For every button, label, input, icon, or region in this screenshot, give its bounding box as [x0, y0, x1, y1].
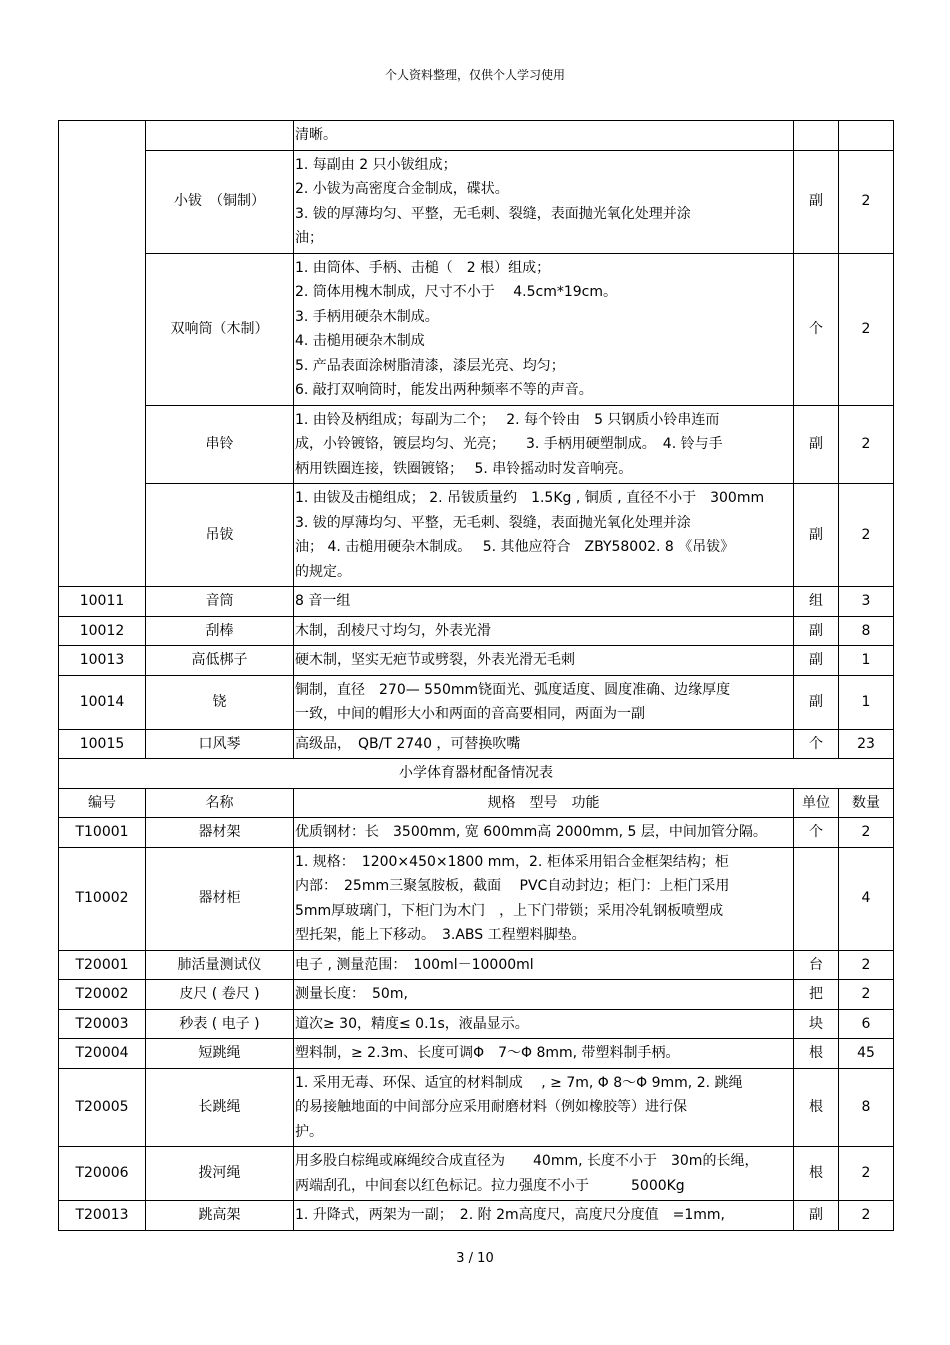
- cell-spec: 硬木制，坚实无疤节或劈裂，外表光滑无毛刺: [294, 646, 794, 676]
- cell-unit: 副: [794, 484, 839, 587]
- cell-spec: 塑料制，≥ 2.3m、长度可调Φ 7～Φ 8mm, 带塑料制手柄。: [294, 1039, 794, 1069]
- cell-name: 器材柜: [146, 847, 294, 950]
- cell-name: 小钹 （铜制）: [146, 150, 294, 253]
- cell-name: 双响筒（木制）: [146, 253, 294, 405]
- cell-qty: [839, 121, 894, 151]
- cell-unit: 个: [794, 818, 839, 848]
- table-row: [59, 646, 894, 676]
- cell-id: 10014: [59, 675, 146, 729]
- cell-spec: 电子 , 测量范围： 100ml－10000ml: [294, 950, 794, 980]
- cell-unit: 根: [794, 1147, 839, 1201]
- table-row: [59, 484, 894, 587]
- cell-unit: 块: [794, 1009, 839, 1039]
- table-row: [59, 950, 894, 980]
- cell-qty: 8: [839, 1068, 894, 1147]
- cell-name: 拨河绳: [146, 1147, 294, 1201]
- pe-equipment-rows: [59, 759, 894, 1231]
- cell-qty: 2: [839, 818, 894, 848]
- table-row: [59, 847, 894, 950]
- cell-name: 口风琴: [146, 729, 294, 759]
- cell-name: 跳高架: [146, 1201, 294, 1231]
- cell-id: T10002: [59, 847, 146, 950]
- table-row: [59, 405, 894, 484]
- cell-id: T20002: [59, 980, 146, 1010]
- cell-qty: 3: [839, 587, 894, 617]
- cell-qty: 23: [839, 729, 894, 759]
- cell-spec: 1. 规格： 1200×450×1800 mm，2. 柜体采用铝合金框架结构；柜 内部： 25mm三聚氢胺板，截面 PVC自动封边；柜门：上柜门采用 5mm厚玻璃门，下柜门为木门 ，上下门带锁；采用冷轧钢板喷塑成 型托架，能上下移动。 3.ABS 工程塑料脚垫。: [294, 847, 794, 950]
- cell-name: [146, 121, 294, 151]
- cell-id: 10012: [59, 616, 146, 646]
- table-row: [59, 1039, 894, 1069]
- cell-spec: 1. 采用无毒、环保、适宜的材料制成 , ≥ 7m, Φ 8～Φ 9mm, 2. 跳绳 的易接触地面的中间部分应采用耐磨材料（例如橡胶等）进行保 护。: [294, 1068, 794, 1147]
- table-row: [59, 818, 894, 848]
- cell-id: T10001: [59, 818, 146, 848]
- cell-name: 短跳绳: [146, 1039, 294, 1069]
- cell-spec: 木制，刮棱尺寸均匀，外表光滑: [294, 616, 794, 646]
- cell-spec: 测量长度： 50m,: [294, 980, 794, 1010]
- cell-name: 器材架: [146, 818, 294, 848]
- cell-unit: 台: [794, 950, 839, 980]
- cell-unit: 组: [794, 587, 839, 617]
- music-equipment-rows: [59, 121, 894, 759]
- col-header-name: 名称: [146, 788, 294, 818]
- cell-id: 10011: [59, 587, 146, 617]
- cell-id: 10013: [59, 646, 146, 676]
- cell-unit: 根: [794, 1068, 839, 1147]
- cell-spec: 8 音一组: [294, 587, 794, 617]
- cell-unit: 把: [794, 980, 839, 1010]
- cell-unit: 副: [794, 405, 839, 484]
- cell-unit: [794, 121, 839, 151]
- cell-name: 吊钹: [146, 484, 294, 587]
- cell-qty: 2: [839, 405, 894, 484]
- col-header-id: 编号: [59, 788, 146, 818]
- cell-id: T20013: [59, 1201, 146, 1231]
- cell-name: 铙: [146, 675, 294, 729]
- table-row: [59, 1009, 894, 1039]
- page-header: 个人资料整理，仅供个人学习使用: [384, 68, 565, 82]
- cell-unit: 个: [794, 253, 839, 405]
- column-header-row: [59, 788, 894, 818]
- cell-qty: 2: [839, 253, 894, 405]
- cell-name: 肺活量测试仪: [146, 950, 294, 980]
- cell-id: [59, 121, 146, 587]
- cell-qty: 4: [839, 847, 894, 950]
- cell-id: T20005: [59, 1068, 146, 1147]
- cell-spec: 1. 升降式，两架为一副； 2. 附 2m高度尺，高度尺分度值 =1mm,: [294, 1201, 794, 1231]
- cell-qty: 2: [839, 150, 894, 253]
- cell-spec: 优质钢材：长 3500mm, 宽 600mm高 2000mm, 5 层，中间加管分隔。: [294, 818, 794, 848]
- cell-spec: 1. 每副由 2 只小钹组成； 2. 小钹为高密度合金制成，碟状。 3. 钹的厚薄均匀、平整，无毛刺、裂缝，表面抛光氧化处理并涂 油；: [294, 150, 794, 253]
- cell-id: 10015: [59, 729, 146, 759]
- table-row: [59, 121, 894, 151]
- cell-qty: 2: [839, 484, 894, 587]
- cell-spec: 道次≥ 30，精度≤ 0.1s，液晶显示。: [294, 1009, 794, 1039]
- cell-name: 高低梆子: [146, 646, 294, 676]
- cell-spec: 1. 由铃及柄组成；每副为二个； 2. 每个铃由 5 只钢质小铃串连而 成，小铃镀铬，镀层均匀、光亮； 3. 手柄用硬塑制成。 4. 铃与手 柄用铁圈连接，铁圈镀铬； 5. 串铃摇动时发音响亮。: [294, 405, 794, 484]
- cell-spec: 清晰。: [294, 121, 794, 151]
- cell-name: 音筒: [146, 587, 294, 617]
- cell-spec: 铜制，直径 270— 550mm铙面光、弧度适度、圆度准确、边缘厚度 一致，中间的帽形大小和两面的音高要相同，两面为一副: [294, 675, 794, 729]
- table-row: [59, 253, 894, 405]
- table-row: [59, 587, 894, 617]
- cell-unit: 副: [794, 675, 839, 729]
- table-row: [59, 980, 894, 1010]
- equipment-table: [58, 120, 894, 1231]
- cell-qty: 2: [839, 950, 894, 980]
- cell-name: 刮棒: [146, 616, 294, 646]
- col-header-spec: 规格 型号 功能: [294, 788, 794, 818]
- cell-spec: 1. 由筒体、手柄、击槌（ 2 根）组成； 2. 筒体用槐木制成，尺寸不小于 4.5cm*19cm。 3. 手柄用硬杂木制成。 4. 击槌用硬杂木制成 5. 产品表面涂树脂清漆，漆层光亮、均匀； 6. 敲打双响筒时，能发出两种频率不等的声音。: [294, 253, 794, 405]
- cell-id: T20004: [59, 1039, 146, 1069]
- cell-name: 皮尺 ( 卷尺 ): [146, 980, 294, 1010]
- col-header-unit: 单位: [794, 788, 839, 818]
- cell-unit: 副: [794, 646, 839, 676]
- cell-qty: 2: [839, 980, 894, 1010]
- cell-qty: 2: [839, 1201, 894, 1231]
- table-row: [59, 675, 894, 729]
- section-title: 小学体育器材配备情况表: [59, 759, 894, 789]
- cell-unit: 副: [794, 616, 839, 646]
- cell-qty: 2: [839, 1147, 894, 1201]
- table-row: [59, 616, 894, 646]
- cell-id: T20003: [59, 1009, 146, 1039]
- table-row: [59, 1068, 894, 1147]
- cell-qty: 45: [839, 1039, 894, 1069]
- cell-qty: 6: [839, 1009, 894, 1039]
- page-number: 3 / 10: [456, 1251, 494, 1266]
- cell-spec: 1. 由钹及击槌组成； 2. 吊钹质量约 1.5Kg , 铜质 , 直径不小于 300mm 3. 钹的厚薄均匀、平整，无毛刺、裂缝，表面抛光氧化处理并涂 油； 4. 击槌用硬杂木制成。 5. 其他应符合 ZBY58002. 8 《吊钹》 的规定。: [294, 484, 794, 587]
- cell-spec: 高级品， QB/T 2740 ，可替换吹嘴: [294, 729, 794, 759]
- section-title-row: [59, 759, 894, 789]
- cell-id: T20006: [59, 1147, 146, 1201]
- cell-unit: 根: [794, 1039, 839, 1069]
- table-row: [59, 150, 894, 253]
- cell-id: T20001: [59, 950, 146, 980]
- cell-name: 长跳绳: [146, 1068, 294, 1147]
- cell-qty: 1: [839, 646, 894, 676]
- col-header-qty: 数量: [839, 788, 894, 818]
- cell-spec: 用多股白棕绳或麻绳绞合成直径为 40mm, 长度不小于 30m的长绳， 两端刮孔，中间套以红色标记。拉力强度不小于 5000Kg: [294, 1147, 794, 1201]
- table-row: [59, 729, 894, 759]
- cell-qty: 1: [839, 675, 894, 729]
- cell-unit: 副: [794, 1201, 839, 1231]
- cell-name: 串铃: [146, 405, 294, 484]
- cell-unit: 副: [794, 150, 839, 253]
- cell-unit: 个: [794, 729, 839, 759]
- table-row: [59, 1201, 894, 1231]
- cell-unit: [794, 847, 839, 950]
- cell-qty: 8: [839, 616, 894, 646]
- cell-name: 秒表 ( 电子 ): [146, 1009, 294, 1039]
- table-row: [59, 1147, 894, 1201]
